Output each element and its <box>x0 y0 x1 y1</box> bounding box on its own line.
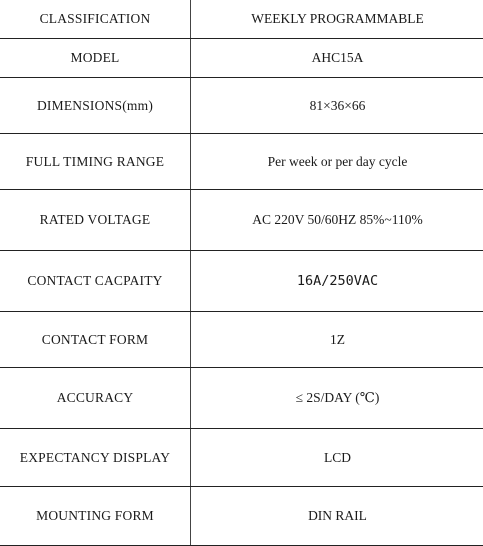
spec-label: MOUNTING FORM <box>0 487 191 546</box>
spec-label: FULL TIMING RANGE <box>0 134 191 190</box>
table-row <box>0 0 483 39</box>
table-row <box>0 78 483 134</box>
spec-value: WEEKLY PROGRAMMABLE <box>191 0 483 39</box>
spec-value: LCD <box>191 429 483 487</box>
spec-value: ≤ 2S/DAY (℃) <box>191 368 483 429</box>
spec-value: DIN RAIL <box>191 487 483 546</box>
spec-label: RATED VOLTAGE <box>0 190 191 251</box>
spec-label: MODEL <box>0 39 191 78</box>
spec-label: EXPECTANCY DISPLAY <box>0 429 191 487</box>
spec-label: DIMENSIONS(mm) <box>0 78 191 134</box>
spec-label: CONTACT FORM <box>0 312 191 368</box>
table-row <box>0 368 483 429</box>
table-row <box>0 312 483 368</box>
spec-label: CLASSIFICATION <box>0 0 191 39</box>
table-row <box>0 190 483 251</box>
spec-value: AHC15A <box>191 39 483 78</box>
spec-value: AC 220V 50/60HZ 85%~110% <box>191 190 483 251</box>
table-row <box>0 251 483 312</box>
table-row <box>0 39 483 78</box>
spec-value: 16A/250VAC <box>191 251 483 312</box>
table-row <box>0 487 483 546</box>
spec-value: Per week or per day cycle <box>191 134 483 190</box>
spec-value: 81×36×66 <box>191 78 483 134</box>
spec-value: 1Z <box>191 312 483 368</box>
spec-label: ACCURACY <box>0 368 191 429</box>
table-row <box>0 429 483 487</box>
table-row <box>0 134 483 190</box>
spec-label: CONTACT CACPAITY <box>0 251 191 312</box>
